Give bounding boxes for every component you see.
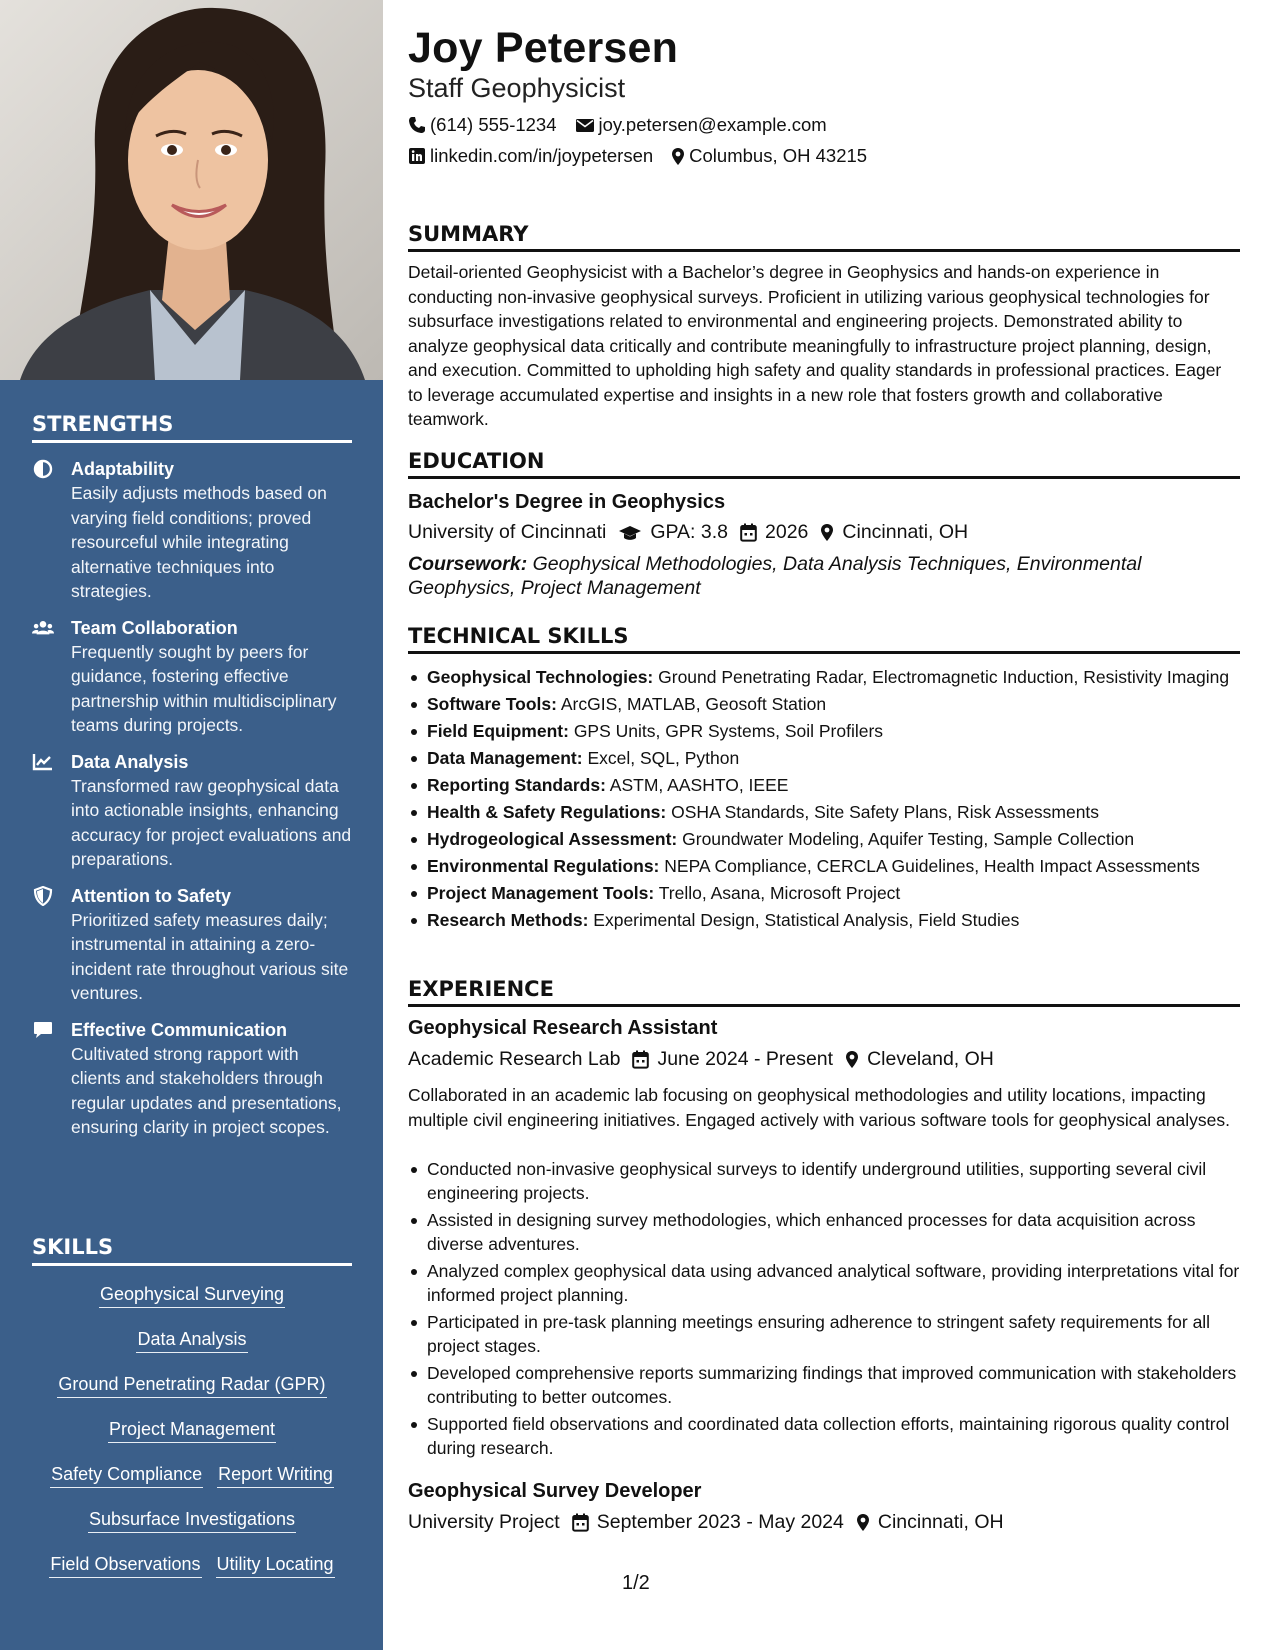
coursework: [408, 552, 1188, 600]
skill-label: Software Tools:: [427, 694, 557, 714]
job-bullets: [408, 1157, 1240, 1463]
skill-value: ArcGIS, MATLAB, Geosoft Station: [556, 694, 827, 714]
contact-row: [408, 114, 845, 136]
strength-item: [32, 884, 352, 1006]
list-item: [408, 692, 1240, 716]
gpa-text: GPA: 3.8: [650, 521, 729, 543]
candidate-name: Joy Petersen: [408, 24, 679, 72]
skill-value: NEPA Compliance, CERCLA Guidelines, Health Impact Assessments: [659, 856, 1200, 876]
skill-label: Project Management Tools:: [427, 883, 655, 903]
skill-value: GPS Units, GPR Systems, Soil Profilers: [568, 721, 884, 741]
email-text[interactable]: joy.petersen@example.com: [598, 114, 827, 135]
linkedin-contact[interactable]: [408, 145, 653, 167]
skill-label: Environmental Regulations:: [427, 856, 660, 876]
users-icon: [32, 618, 54, 638]
shield-icon: [32, 886, 54, 906]
list-item: Developed comprehensive reports summarizing findings that improved communication with stakeholders contributing to better outcomes.: [408, 1361, 1240, 1409]
candidate-role: Staff Geophysicist: [408, 73, 626, 103]
job-org: University Project: [408, 1511, 560, 1533]
skill-tag: Utility Locating: [216, 1552, 335, 1578]
calendar-icon: [740, 523, 757, 542]
calendar-icon: [572, 1513, 589, 1532]
job-dates: September 2023 - May 2024: [596, 1511, 844, 1533]
strength-title: Effective Communication: [71, 1019, 288, 1040]
job-title: Geophysical Research Assistant: [408, 1017, 718, 1039]
list-item: [408, 773, 1240, 797]
job-title: Geophysical Survey Developer: [408, 1480, 702, 1502]
skill-tag: Project Management: [108, 1417, 276, 1443]
strength-desc: Cultivated strong rapport with clients and stakeholders through regular updates and presentations, ensuring clarity in project scopes.: [71, 1043, 342, 1137]
linkedin-icon: [408, 147, 426, 165]
list-item: [408, 881, 1240, 905]
skill-tag: Safety Compliance: [50, 1462, 203, 1488]
skill-label: Geophysical Technologies:: [427, 667, 654, 687]
calendar-icon: [632, 1050, 649, 1069]
phone-contact: [408, 114, 557, 136]
list-item: [408, 719, 1240, 743]
strength-desc: Frequently sought by peers for guidance, fostering effective partnership within multidisciplinary teams during projects.: [71, 641, 337, 735]
school-location: Cincinnati, OH: [842, 521, 969, 543]
coursework-list: Geophysical Methodologies, Data Analysis Techniques, Environmental Geophysics, Project Management: [408, 553, 1142, 599]
profile-photo: [0, 0, 383, 380]
job-org: Academic Research Lab: [408, 1048, 621, 1070]
map-pin-icon: [820, 523, 834, 542]
skill-label: Field Equipment:: [427, 721, 569, 741]
list-item: Conducted non-invasive geophysical surveys to identify underground utilities, supporting several civil engineering projects.: [408, 1157, 1240, 1205]
list-item: Participated in pre-task planning meetings ensuring adherence to stringent safety requirements for all project stages.: [408, 1310, 1240, 1358]
skills-title: SKILLS: [32, 1235, 352, 1266]
skill-label: Reporting Standards:: [427, 775, 606, 795]
map-pin-icon: [671, 147, 685, 166]
linkedin-text[interactable]: linkedin.com/in/joypetersen: [430, 145, 654, 166]
email-contact[interactable]: [575, 114, 827, 136]
location-text: Columbus, OH 43215: [689, 145, 868, 166]
list-item: [408, 827, 1240, 851]
list-item: [408, 800, 1240, 824]
degree-title: Bachelor's Degree in Geophysics: [408, 491, 726, 513]
list-item: Supported field observations and coordinated data collection efforts, maintaining rigorous quality control during research.: [408, 1412, 1240, 1460]
map-pin-icon: [856, 1513, 870, 1532]
strength-item: [32, 1018, 352, 1140]
phone-text: (614) 555-1234: [430, 114, 557, 135]
technical-skills-title: TECHNICAL SKILLS: [408, 624, 1240, 654]
strength-desc: Easily adjusts methods based on varying field conditions; proved resourceful while integrating alternative techniques into strategies.: [71, 483, 327, 601]
envelope-icon: [575, 117, 595, 133]
map-pin-icon: [845, 1050, 859, 1069]
list-item: [408, 908, 1240, 932]
half-circle-icon: [32, 459, 54, 479]
skill-value: OSHA Standards, Site Safety Plans, Risk Assessments: [666, 802, 1100, 822]
skill-tag: Field Observations: [49, 1552, 201, 1578]
strength-title: Team Collaboration: [71, 617, 238, 638]
graduation-cap-icon: [618, 524, 642, 542]
strength-title: Adaptability: [71, 459, 175, 479]
skill-value: Trello, Asana, Microsoft Project: [654, 883, 901, 903]
chart-line-icon: [32, 752, 54, 772]
strengths-section: [32, 412, 352, 1140]
education-meta: [408, 521, 980, 544]
technical-skills-list: [408, 665, 1240, 935]
skills-section: [32, 1235, 352, 1579]
skill-tag: Geophysical Surveying: [99, 1282, 285, 1308]
list-item: Analyzed complex geophysical data using advanced analytical software, providing interpretations vital for informed project planning.: [408, 1259, 1240, 1307]
job-dates: June 2024 - Present: [657, 1048, 834, 1070]
strength-item: [32, 616, 352, 738]
skill-value: Excel, SQL, Python: [582, 748, 740, 768]
strength-item: [32, 457, 352, 604]
skill-label: Data Management:: [427, 748, 583, 768]
comment-icon: [32, 1020, 54, 1040]
strengths-title: STRENGTHS: [32, 412, 352, 443]
list-item: Assisted in designing survey methodologies, which enhanced processes for data acquisition across diverse adventures.: [408, 1208, 1240, 1256]
strength-desc: Prioritized safety measures daily; instrumental in attaining a zero-incident rate throughout various site ventures.: [71, 909, 349, 1003]
page-number: 1/2: [622, 1572, 650, 1594]
list-item: [408, 854, 1240, 878]
skill-tag: Report Writing: [217, 1462, 334, 1488]
skill-value: Experimental Design, Statistical Analysis, Field Studies: [588, 910, 1020, 930]
sidebar: [0, 0, 383, 1650]
phone-icon: [408, 116, 426, 134]
list-item: [408, 746, 1240, 770]
job-meta: [408, 1511, 1016, 1534]
graduation-year: 2026: [765, 521, 809, 543]
job-meta: [408, 1048, 1006, 1071]
skill-tag: Subsurface Investigations: [88, 1507, 296, 1533]
summary-title: SUMMARY: [408, 222, 1240, 252]
school-name: University of Cincinnati: [408, 521, 607, 543]
location-contact: [671, 145, 867, 167]
experience-title: EXPERIENCE: [408, 977, 1240, 1007]
education-title: EDUCATION: [408, 449, 1240, 479]
skill-tag: Data Analysis: [136, 1327, 247, 1353]
strength-title: Data Analysis: [71, 751, 189, 772]
skill-label: Health & Safety Regulations:: [427, 802, 667, 822]
job-summary: Collaborated in an academic lab focusing on geophysical methodologies and utility locations, impacting multiple civil engineering initiatives. Engaged actively with various software tools for geophysical analyses.: [408, 1085, 1230, 1130]
job-location: Cincinnati, OH: [877, 1511, 1004, 1533]
summary-text: Detail-oriented Geophysicist with a Bachelor’s degree in Geophysics and hands-on experience in conducting non-invasive geophysical surveys. Proficient in utilizing various geophysical technologies for subsurface investigations related to environmental and engineering projects. Demonstrated ability to analyze geophysical data critically and contribute meaningfully to infrastructure project planning, design, and execution. Committed to upholding high safety and quality standards in professional practices. Eager to leverage accumulated expertise and insights in a new role that fosters growth and collaborative teamwork.: [408, 262, 1222, 429]
coursework-label: Coursework:: [408, 553, 528, 575]
job-location: Cleveland, OH: [867, 1048, 994, 1070]
strength-item: [32, 750, 352, 872]
skill-tag: Ground Penetrating Radar (GPR): [57, 1372, 326, 1398]
skill-label: Research Methods:: [427, 910, 589, 930]
contact-row: [408, 145, 885, 167]
list-item: [408, 665, 1240, 689]
skill-label: Hydrogeological Assessment:: [427, 829, 678, 849]
skill-value: ASTM, AASHTO, IEEE: [605, 775, 789, 795]
strength-title: Attention to Safety: [71, 885, 231, 906]
strength-desc: Transformed raw geophysical data into actionable insights, enhancing accuracy for project evaluations and preparations.: [71, 775, 352, 869]
portrait-image: [0, 0, 383, 380]
skill-value: Ground Penetrating Radar, Electromagnetic Induction, Resistivity Imaging: [653, 667, 1230, 687]
skill-value: Groundwater Modeling, Aquifer Testing, Sample Collection: [677, 829, 1135, 849]
